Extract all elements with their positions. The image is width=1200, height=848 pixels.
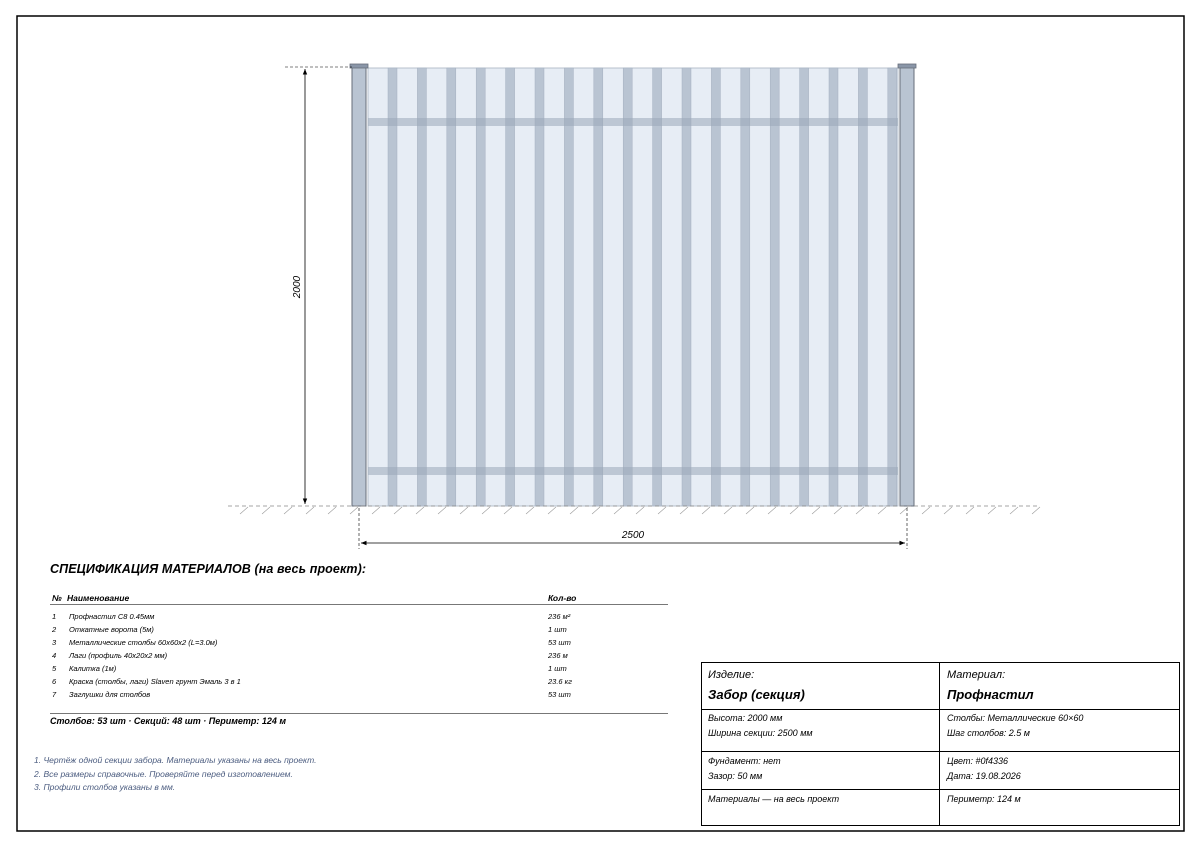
width-dim-text: 2500 [621, 530, 645, 541]
ground-hatch-line [548, 507, 556, 514]
gap-value: Зазор: 50 мм [708, 771, 763, 781]
fence-slat [506, 68, 515, 506]
color-value: Цвет: #0f4336 [947, 756, 1008, 766]
post-step-value: Шаг столбов: 2.5 м [947, 728, 1030, 738]
spec-header-rule [50, 604, 668, 605]
fence-slat [447, 68, 456, 506]
title-block-rule [702, 709, 1179, 710]
spec-row: 2 Откатные ворота (5м) 1 шт [52, 625, 567, 634]
fence-slat [800, 68, 809, 506]
ground-hatch-line [328, 507, 336, 514]
ground-hatch-line [812, 507, 820, 514]
fence-slat [858, 68, 867, 506]
ground-hatch-line [966, 507, 974, 514]
ground-hatch-line [680, 507, 688, 514]
fence-slat [653, 68, 662, 506]
ground-hatch-line [702, 507, 710, 514]
ground-hatch-line [944, 507, 952, 514]
rail-top [368, 118, 898, 126]
product-name: Забор (секция) [708, 687, 805, 702]
ground-hatch-line [350, 507, 358, 514]
fence-slat [623, 68, 632, 506]
spec-row: 4 Лаги (профиль 40x20x2 мм) 236 м [52, 651, 568, 660]
col-no: № [52, 593, 62, 603]
spec-row: 1 Профнастил С8 0.45мм 236 м² [52, 612, 571, 621]
spec-bottom-rule [50, 713, 668, 714]
title-block-rule [702, 789, 1179, 790]
section-width-value: Ширина секции: 2500 мм [708, 728, 813, 738]
fence-slat [682, 68, 691, 506]
title-block [701, 662, 1180, 826]
ground-hatch-line [394, 507, 402, 514]
ground-hatch-line [834, 507, 842, 514]
post-right [898, 64, 916, 506]
drawing-notes [34, 754, 316, 795]
fence-slat [741, 68, 750, 506]
fence-slat [770, 68, 779, 506]
ground-hatch-line [372, 507, 380, 514]
spec-row: 3 Металлические столбы 60x60x2 (L=3.0м) 53 шт [52, 638, 571, 647]
col-qty: Кол-во [548, 593, 577, 603]
ground-hatch-line [416, 507, 424, 514]
height-dim-text: 2000 [292, 275, 303, 299]
ground-hatch-line [724, 507, 732, 514]
ground-hatch-line [284, 507, 292, 514]
rail-bottom [368, 467, 898, 475]
material-name: Профнастил [947, 687, 1034, 702]
fence-slat [388, 68, 397, 506]
ground-hatch-line [504, 507, 512, 514]
posts-value: Столбы: Металлические 60×60 [947, 713, 1084, 723]
ground-hatch-line [1010, 507, 1018, 514]
perimeter-value: Периметр: 124 м [947, 794, 1021, 804]
ground-hatch-line [438, 507, 446, 514]
ground-hatch-line [614, 507, 622, 514]
height-value: Высота: 2000 мм [708, 713, 783, 723]
ground-hatch-line [482, 507, 490, 514]
materials-scope: Материалы — на весь проект [708, 794, 840, 804]
fence-slat [564, 68, 573, 506]
ground-hatch-line [460, 507, 468, 514]
note: 1. Чертёж одной секции забора. Материалы указаны на весь проект. [34, 755, 317, 765]
ground-hatch-line [592, 507, 600, 514]
post-left [350, 64, 368, 506]
spec-rows [50, 612, 668, 703]
ground-hatch-line [240, 507, 248, 514]
fence-slat [829, 68, 838, 506]
ground-hatch [240, 507, 1040, 514]
title-block-rule [702, 751, 1179, 752]
ground-hatch-line [922, 507, 930, 514]
col-name: Наименование [67, 593, 130, 603]
product-label: Изделие: [708, 669, 755, 681]
ground-hatch-line [570, 507, 578, 514]
ground-hatch-line [790, 507, 798, 514]
fence-slat [711, 68, 720, 506]
fence-slat [417, 68, 426, 506]
date-value: Дата: 19.08.2026 [947, 771, 1021, 781]
note: 3. Профили столбов указаны в мм. [34, 782, 176, 792]
ground-hatch-line [526, 507, 534, 514]
ground-hatch-line [746, 507, 754, 514]
title-block-divider [939, 663, 940, 825]
ground-hatch-line [856, 507, 864, 514]
ground-hatch-line [636, 507, 644, 514]
ground-hatch-line [878, 507, 886, 514]
ground-hatch-line [988, 507, 996, 514]
ground-hatch-line [262, 507, 270, 514]
ground-hatch-line [658, 507, 666, 514]
spec-row: 6 Краска (столбы, лаги) Slaven грунт Эмаль 3 в 1 23.6 кг [52, 677, 572, 686]
ground-hatch-line [1032, 507, 1040, 514]
fence-slat [888, 68, 897, 506]
note: 2. Все размеры справочные. Проверяйте перед изготовлением. [34, 768, 293, 779]
fence-slat [594, 68, 603, 506]
foundation-value: Фундамент: нет [708, 756, 781, 766]
ground-hatch-line [768, 507, 776, 514]
spec-row: 5 Калитка (1м) 1 шт [52, 664, 567, 673]
ground-hatch-line [306, 507, 314, 514]
fence-slat [476, 68, 485, 506]
material-label: Материал: [947, 669, 1006, 681]
fence-slat [535, 68, 544, 506]
spec-totals: Столбов: 53 шт · Секций: 48 шт · Периметр: 124 м [50, 716, 287, 726]
spec-title: СПЕЦИФИКАЦИЯ МАТЕРИАЛОВ (на весь проект): [50, 562, 367, 576]
materials-spec [50, 562, 668, 726]
spec-row: 7 Заглушки для столбов 53 шт [52, 690, 571, 699]
